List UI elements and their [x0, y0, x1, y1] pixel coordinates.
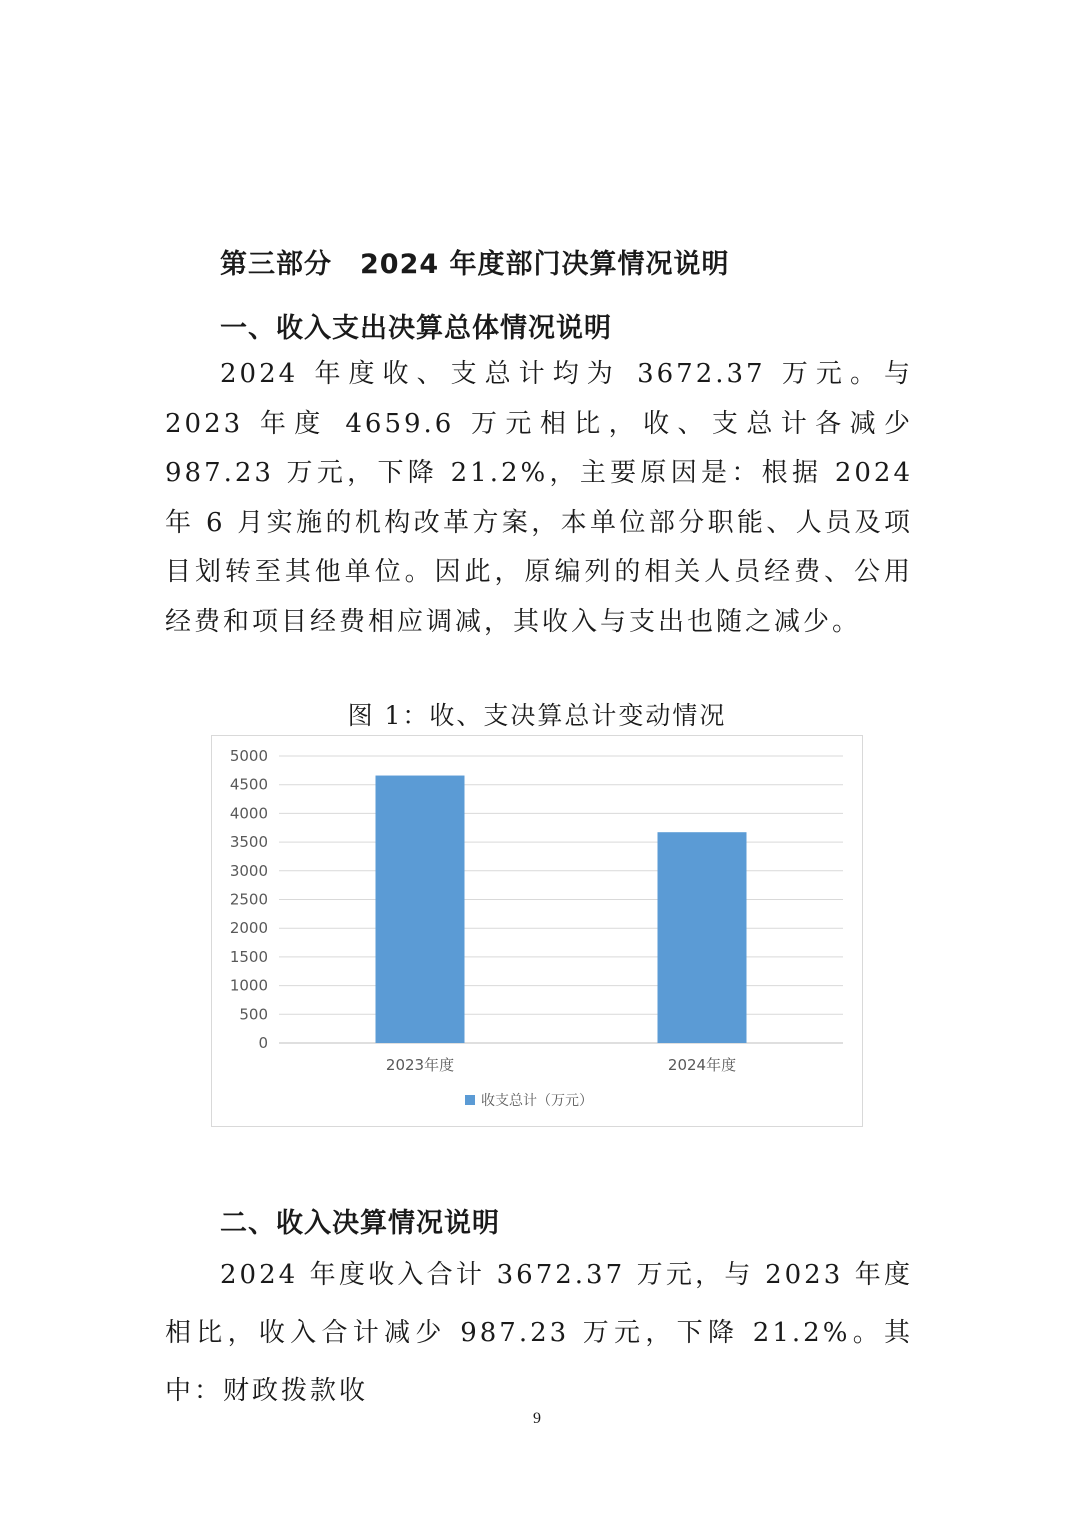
- figure-caption: 图 1：收、支决算总计变动情况: [347, 701, 727, 730]
- y-tick-label: 1000: [229, 976, 268, 995]
- y-tick-label: 3500: [229, 833, 268, 852]
- y-tick-label: 4500: [229, 775, 268, 794]
- page-number: 9: [533, 1410, 541, 1427]
- bar-chart: [211, 735, 863, 1127]
- y-tick-label: 5000: [229, 747, 268, 765]
- y-tick-label: 500: [239, 1005, 268, 1024]
- bar-chart-svg: [212, 736, 862, 1126]
- y-tick-label: 1500: [229, 947, 268, 966]
- x-tick-label: 2024年度: [667, 1056, 737, 1074]
- y-tick-label: 2500: [229, 890, 268, 909]
- part-title: 第三部分 2024 年度部门决算情况说明: [220, 249, 730, 280]
- bar-2023年度: [376, 776, 465, 1043]
- bar-2024年度: [658, 832, 747, 1043]
- section-heading-1: 一、收入支出决算总体情况说明: [220, 313, 612, 344]
- legend-swatch: [465, 1095, 475, 1105]
- legend-label: 收支总计（万元）: [481, 1093, 593, 1109]
- x-tick-label: 2023年度: [385, 1056, 455, 1074]
- y-tick-label: 4000: [229, 804, 268, 823]
- y-tick-label: 3000: [229, 861, 268, 880]
- section-heading-2: 二、收入决算情况说明: [220, 1208, 500, 1239]
- y-tick-label: 0: [258, 1034, 268, 1052]
- y-tick-label: 2000: [229, 919, 268, 938]
- section-2-paragraph: 2024 年度收入合计 3672.37 万元，与 2023 年度相比，收入合计减少 987.23 万元，下降 21.2%。其中：财政拨款收: [165, 1260, 913, 1406]
- section-1-paragraph: 2024 年度收、支总计均为 3672.37 万元。与 2023 年度 4659.6 万元相比，收、支总计各减少 987.23 万元，下降 21.2%，主要原因是：根据 2024 年 6 月实施的机构改革方案，本单位部分职能、人员及项目划转至其他单位。因此，原编列的相关人员经费、公用经费和项目经费相应调减，其收入与支出也随之减少。: [165, 359, 913, 637]
